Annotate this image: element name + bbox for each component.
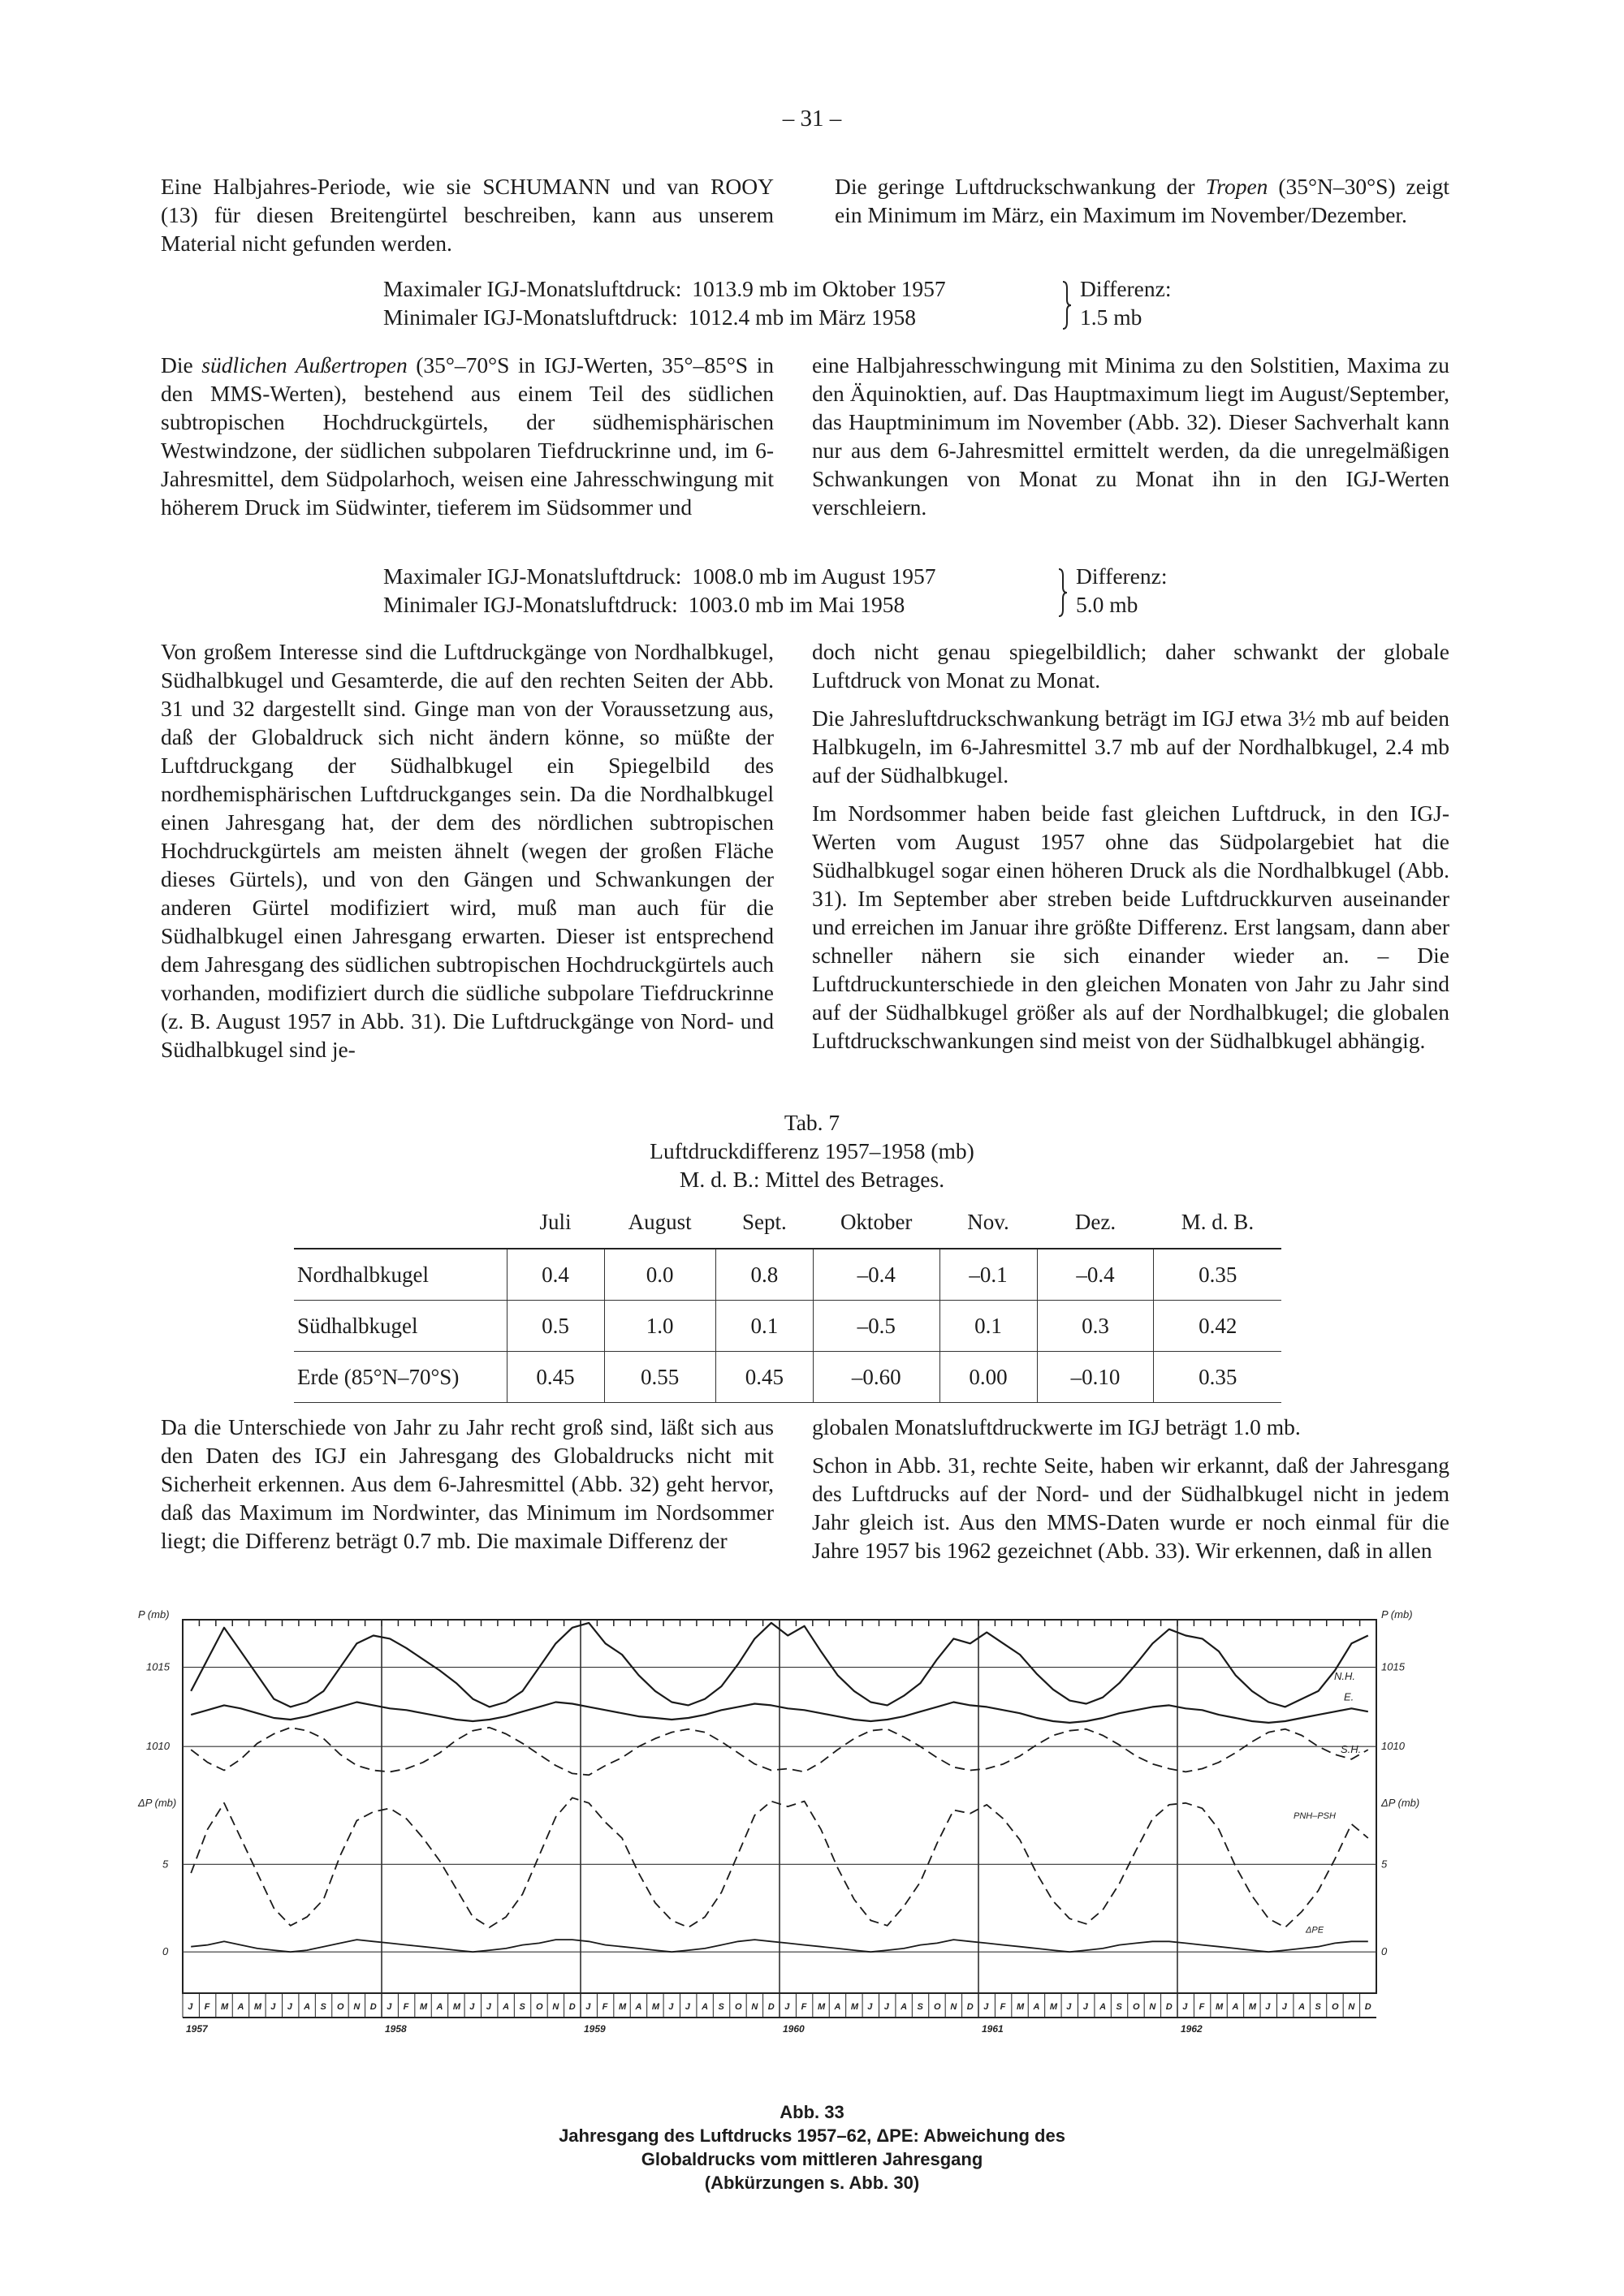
table-header-nov: Nov. (939, 1210, 1037, 1249)
mid-right-paragraph (812, 351, 1449, 521)
table-cell: –0.4 (813, 1249, 939, 1301)
month-label: O (336, 2002, 344, 2012)
year-label: 1957 (186, 2023, 208, 2035)
facts2-diff-value: 5.0 mb (1076, 592, 1138, 617)
month-label: J (1182, 2002, 1188, 2012)
month-label: O (1132, 2002, 1140, 2012)
caption-line4: (Abkürzungen s. Abb. 30) (704, 2173, 920, 2193)
table-cell: –0.4 (1037, 1249, 1154, 1301)
table-subtitle: M. d. B.: Mittel des Betrages. (679, 1167, 945, 1192)
table-cell: 0.0 (604, 1249, 715, 1301)
table-cell: 0.42 (1154, 1301, 1281, 1352)
caption-line3: Globaldrucks vom mittleren Jahresgang (641, 2149, 983, 2169)
ylabel-top-right: P (mb) (1381, 1608, 1413, 1621)
facts1-max (383, 275, 946, 303)
facts1-max-label: Maximaler IGJ-Monatsluftdruck: (383, 276, 682, 301)
table-cell: 0.8 (715, 1249, 813, 1301)
month-label: J (784, 2002, 790, 2012)
facts1-min-label: Minimaler IGJ-Monatsluftdruck: (383, 304, 678, 330)
month-label: A (1298, 2002, 1306, 2012)
year-label: 1962 (1181, 2023, 1203, 2035)
lower-right-p1: globalen Monatsluftdruckwerte im IGJ beträgt 1.0 mb. (812, 1414, 1301, 1439)
month-label: J (486, 2002, 491, 2012)
table-header-sept: Sept. (715, 1210, 813, 1249)
month-label: D (966, 2002, 974, 2012)
facts1-diff-value: 1.5 mb (1080, 304, 1142, 330)
month-label: O (535, 2002, 543, 2012)
table-header-juli: Juli (507, 1210, 604, 1249)
month-label: F (403, 2002, 409, 2012)
table-header-august: August (604, 1210, 715, 1249)
month-label: M (452, 2002, 461, 2012)
table-cell: 0.5 (507, 1301, 604, 1352)
facts1-min (383, 304, 916, 331)
table-row (294, 1249, 1281, 1301)
legend-pnh-psh: PNH–PSH (1294, 1811, 1336, 1822)
y-tick-label-right: 0 (1381, 1945, 1388, 1958)
month-label: S (320, 2002, 326, 2012)
table-cell: 0.35 (1154, 1352, 1281, 1403)
month-label: A (304, 2002, 311, 2012)
month-label: M (1049, 2002, 1058, 2012)
month-label: M (253, 2002, 262, 2012)
month-label: J (983, 2002, 989, 2012)
table-header-oktober: Oktober (813, 1210, 939, 1249)
facts2-diff-label: Differenz: (1076, 563, 1168, 589)
month-label: A (503, 2002, 510, 2012)
aussertropen-emphasis: südlichen Außertropen (201, 352, 408, 378)
y-tick-label-right: 1015 (1381, 1660, 1405, 1673)
facts1-diff-label: Differenz: (1080, 276, 1172, 301)
month-label: N (751, 2002, 758, 2012)
top-left-paragraph (161, 172, 774, 257)
month-label: A (702, 2002, 709, 2012)
y-tick-label-left: 5 (162, 1858, 169, 1871)
month-label: A (1099, 2002, 1107, 2012)
month-label: D (568, 2002, 576, 2012)
month-label: F (204, 2002, 210, 2012)
month-label: O (1331, 2002, 1339, 2012)
ylabel-top-left: P (mb) (138, 1608, 170, 1621)
y-tick-label-right: 1010 (1381, 1740, 1405, 1753)
facts2-brace (1056, 568, 1070, 618)
body-right-p1: doch nicht genau spiegelbildlich; daher schwankt der globale Luftdruck von Monat zu Monat. (812, 639, 1449, 693)
table-cell: 0.00 (939, 1352, 1037, 1403)
table-cell: –0.10 (1037, 1352, 1154, 1403)
row-label-nordhalbkugel: Nordhalbkugel (294, 1249, 507, 1301)
month-label: M (1017, 2002, 1025, 2012)
month-label: J (387, 2002, 392, 2012)
y-tick-label-left: 1015 (146, 1660, 170, 1673)
tropen-emphasis: Tropen (1205, 174, 1268, 199)
month-label: D (369, 2002, 377, 2012)
month-label: M (221, 2002, 229, 2012)
month-label: J (867, 2002, 873, 2012)
month-label: N (353, 2002, 361, 2012)
top-right-paragraph (835, 172, 1449, 229)
legend-e: E. (1344, 1690, 1354, 1703)
facts2-max (383, 563, 935, 590)
month-label: F (801, 2002, 807, 2012)
month-label: S (917, 2002, 923, 2012)
ylabel-bottom-left: ΔP (mb) (138, 1797, 177, 1809)
month-label: J (685, 2002, 690, 2012)
y-tick-label-left: 0 (162, 1945, 169, 1958)
month-label: A (901, 2002, 908, 2012)
month-label: N (552, 2002, 559, 2012)
mid-left-text: Die südlichen Außertropen (35°–70°S in IGJ-Werten, 35°–85°S in den MMS-Werten), bestehend aus einem Teil des südlichen subtropischen Hochdruckgürtels, der südhemisphärischen Westwindzone, der südlichen subpolaren Tiefdruckrinne und, im 6-Jahresmittel, dem Südpolarhoch, weisen eine Jahresschwingung mit höherem Druck im Südwinter, tieferem im Südsommer und (161, 352, 774, 520)
facts1-brace (1060, 280, 1074, 330)
page-number: – 31 – (782, 106, 842, 132)
month-label: N (950, 2002, 957, 2012)
legend-nh: N.H. (1334, 1670, 1355, 1683)
lower-right-column (812, 1413, 1449, 1564)
caption-line2: Jahresgang des Luftdrucks 1957–62, ΔPE: Abweichung des (559, 2126, 1065, 2146)
facts2-max-label: Maximaler IGJ-Monatsluftdruck: (383, 563, 682, 589)
month-label: D (1165, 2002, 1173, 2012)
table-header-blank (294, 1210, 507, 1249)
month-label: J (188, 2002, 193, 2012)
table-header-dez: Dez. (1037, 1210, 1154, 1249)
month-label: A (436, 2002, 443, 2012)
table-cell: 0.45 (507, 1352, 604, 1403)
table-cell: 0.45 (715, 1352, 813, 1403)
facts1-max-value: 1013.9 mb im Oktober 1957 (692, 276, 946, 301)
table-row (294, 1352, 1281, 1403)
row-label-suedhalbkugel: Südhalbkugel (294, 1301, 507, 1352)
body-right-p3: Im Nordsommer haben beide fast gleichen Luftdruck, in den IGJ-Werten vom August 1957 ohne das Südpolargebiet hat die Südhalbkugel sogar einen höheren Druck als die Nordhalbkugel (Abb. 31). Im September aber streben beide Luftdruckkurven auseinander und erreichen im Januar ihre größte Differenz. Erst langsam, dann aber schneller nähern sie sich einander wieder an. – Die Luftdruckunterschiede in den gleichen Monaten von Jahr zu Jahr sind auf der Südhalbkugel größer als auf der Nordhalbkugel; die globalen Luftdruckschwankungen sind meist von der Südhalbkugel abhängig. (812, 801, 1449, 1053)
body-left-text: Von großem Interesse sind die Luftdruckgänge von Nordhalbkugel, Südhalbkugel und Gesamterde, die auf den rechten Seiten der Abb. 31 und 32 dargestellt sind. Ginge man von der Voraussetzung aus, daß der Globaldruck sich nicht ändern könne, so müßte der Luftdruckgang der Südhalbkugel ein Spiegelbild des nordhemisphärischen Luftdruckganges sein. Da die Nordhalbkugel einen Jahresgang hat, der dem des nördlichen subtropischen Hochdruckgürtels am meisten ähnelt (wegen der großen Fläche dieses Gürtels), und von den Gängen und Schwankungen der anderen Gürtel modifiziert wird, muß man auch für die Südhalbkugel einen Jahresgang erwarten. Dieser ist entsprechend dem Jahresgang des südlichen subtropischen Hochdruckgürtels auch vorhanden, modifiziert durch die südliche subpolare Tiefdruckrinne (z. B. August 1957 in Abb. 31). Die Luftdruckgänge von Nord- und Südhalbkugel sind je- (161, 639, 774, 1062)
table-cell: 0.1 (939, 1301, 1037, 1352)
y-tick-label-right: 5 (1381, 1858, 1388, 1871)
legend-delta-pe: ΔPE (1306, 1925, 1324, 1936)
table-cell: 0.55 (604, 1352, 715, 1403)
month-label: S (1116, 2002, 1122, 2012)
month-label: A (237, 2002, 244, 2012)
lower-left-text: Da die Unterschiede von Jahr zu Jahr recht groß sind, läßt sich aus den Daten des IGJ ein Jahresgang des Globaldrucks nicht mit Sicherheit erkennen. Aus dem 6-Jahresmittel (Abb. 32) geht hervor, daß das Maximum im Nordwinter, das Minimum im Nordsommer liegt; die Differenz beträgt 0.7 mb. Die maximale Differenz der (161, 1414, 774, 1553)
month-label: J (1281, 2002, 1287, 2012)
table-cell: 0.3 (1037, 1301, 1154, 1352)
month-label: J (1066, 2002, 1072, 2012)
month-label: J (270, 2002, 276, 2012)
month-label: M (1248, 2002, 1257, 2012)
year-label: 1958 (385, 2023, 407, 2035)
month-label: S (519, 2002, 525, 2012)
caption-line1: Abb. 33 (780, 2102, 844, 2122)
month-label: A (1232, 2002, 1239, 2012)
month-label: M (619, 2002, 627, 2012)
facts2-min (383, 591, 905, 619)
mid-right-text: eine Halbjahresschwingung mit Minima zu den Solstitien, Maxima zu den Äquinoktien, auf. Das Hauptmaximum liegt im August/September, das Hauptminimum im November (Abb. 32). Dieser Sachverhalt kann nur aus dem 6-Jahresmittel ermittelt werden, da die unregelmäßigen Schwankungen von Monat zu Monat ihn in den IGJ-Werten verschleiern. (812, 352, 1449, 520)
table-label: Tab. 7 (784, 1110, 840, 1135)
month-label: M (420, 2002, 428, 2012)
month-label: J (469, 2002, 475, 2012)
ylabel-bottom-right: ΔP (mb) (1381, 1797, 1420, 1809)
lower-right-p2: Schon in Abb. 31, rechte Seite, haben wir erkannt, daß der Jahresgang des Luftdrucks auf der Nord- und der Südhalbkugel nicht in jedem Jahr gleich ist. Aus den MMS-Daten wurde er noch einmal für die Jahre 1957 bis 1962 gezeichnet (Abb. 33). Wir erkennen, daß in allen (812, 1452, 1449, 1563)
month-label: M (651, 2002, 660, 2012)
table-row (294, 1301, 1281, 1352)
table-header-mdb: M. d. B. (1154, 1210, 1281, 1249)
table-cell: 0.1 (715, 1301, 813, 1352)
table-header-row (294, 1210, 1281, 1249)
year-label: 1960 (783, 2023, 805, 2035)
month-label: J (668, 2002, 674, 2012)
table-title: Luftdruckdifferenz 1957–1958 (mb) (650, 1138, 974, 1163)
top-left-text: Eine Halbjahres-Periode, wie sie SCHUMANN und van ROOY (13) für diesen Breitengürtel beschreiben, kann aus unserem Material nicht gefunden werden. (161, 174, 774, 256)
month-label: A (635, 2002, 642, 2012)
table-cell: –0.1 (939, 1249, 1037, 1301)
year-label: 1961 (982, 2023, 1004, 2035)
row-label-erde: Erde (85°N–70°S) (294, 1352, 507, 1403)
month-label: F (1000, 2002, 1006, 2012)
mid-left-paragraph (161, 351, 774, 521)
legend-sh: S.H. (1341, 1743, 1362, 1755)
month-label: S (718, 2002, 724, 2012)
table-cell: –0.5 (813, 1301, 939, 1352)
y-tick-label-left: 1010 (146, 1740, 170, 1753)
month-label: O (933, 2002, 941, 2012)
month-label: J (1082, 2002, 1088, 2012)
facts2-min-label: Minimaler IGJ-Monatsluftdruck: (383, 592, 678, 617)
facts2-min-value: 1003.0 mb im Mai 1958 (688, 592, 905, 617)
table-cell: 0.4 (507, 1249, 604, 1301)
month-label: M (850, 2002, 859, 2012)
body-left-paragraph (161, 637, 774, 1064)
year-label: 1959 (584, 2023, 606, 2035)
body-right-p2: Die Jahresluftdruckschwankung beträgt im IGJ etwa 3½ mb auf beiden Halbkugeln, im 6-Jahresmittel 3.7 mb auf der Nordhalbkugel, 2.4 mb auf der Südhalbkugel. (812, 706, 1449, 788)
month-label: D (1364, 2002, 1371, 2012)
month-label: N (1149, 2002, 1156, 2012)
month-label: F (1199, 2002, 1205, 2012)
body-right-column (812, 637, 1449, 1055)
month-label: O (734, 2002, 742, 2012)
month-label: J (1265, 2002, 1271, 2012)
figure-abb33 (122, 1587, 1420, 2091)
month-label: F (602, 2002, 608, 2012)
month-label: J (883, 2002, 889, 2012)
month-label: D (767, 2002, 775, 2012)
month-label: A (834, 2002, 841, 2012)
table-cell: 0.35 (1154, 1249, 1281, 1301)
month-label: M (818, 2002, 826, 2012)
lower-left-paragraph (161, 1413, 774, 1555)
month-label: J (585, 2002, 591, 2012)
month-label: S (1315, 2002, 1321, 2012)
luftdruck-table (294, 1210, 1281, 1403)
facts1-min-value: 1012.4 mb im März 1958 (688, 304, 916, 330)
table-cell: –0.60 (813, 1352, 939, 1403)
month-label: M (1216, 2002, 1224, 2012)
month-label: J (287, 2002, 292, 2012)
month-label: N (1348, 2002, 1355, 2012)
table-cell: 1.0 (604, 1301, 715, 1352)
facts2-max-value: 1008.0 mb im August 1957 (692, 563, 936, 589)
month-label: A (1033, 2002, 1040, 2012)
top-right-text: Die geringe Luftdruckschwankung der Tropen (35°N–30°S) zeigt ein Minimum im März, ein Maximum im November/Dezember. (835, 174, 1449, 227)
